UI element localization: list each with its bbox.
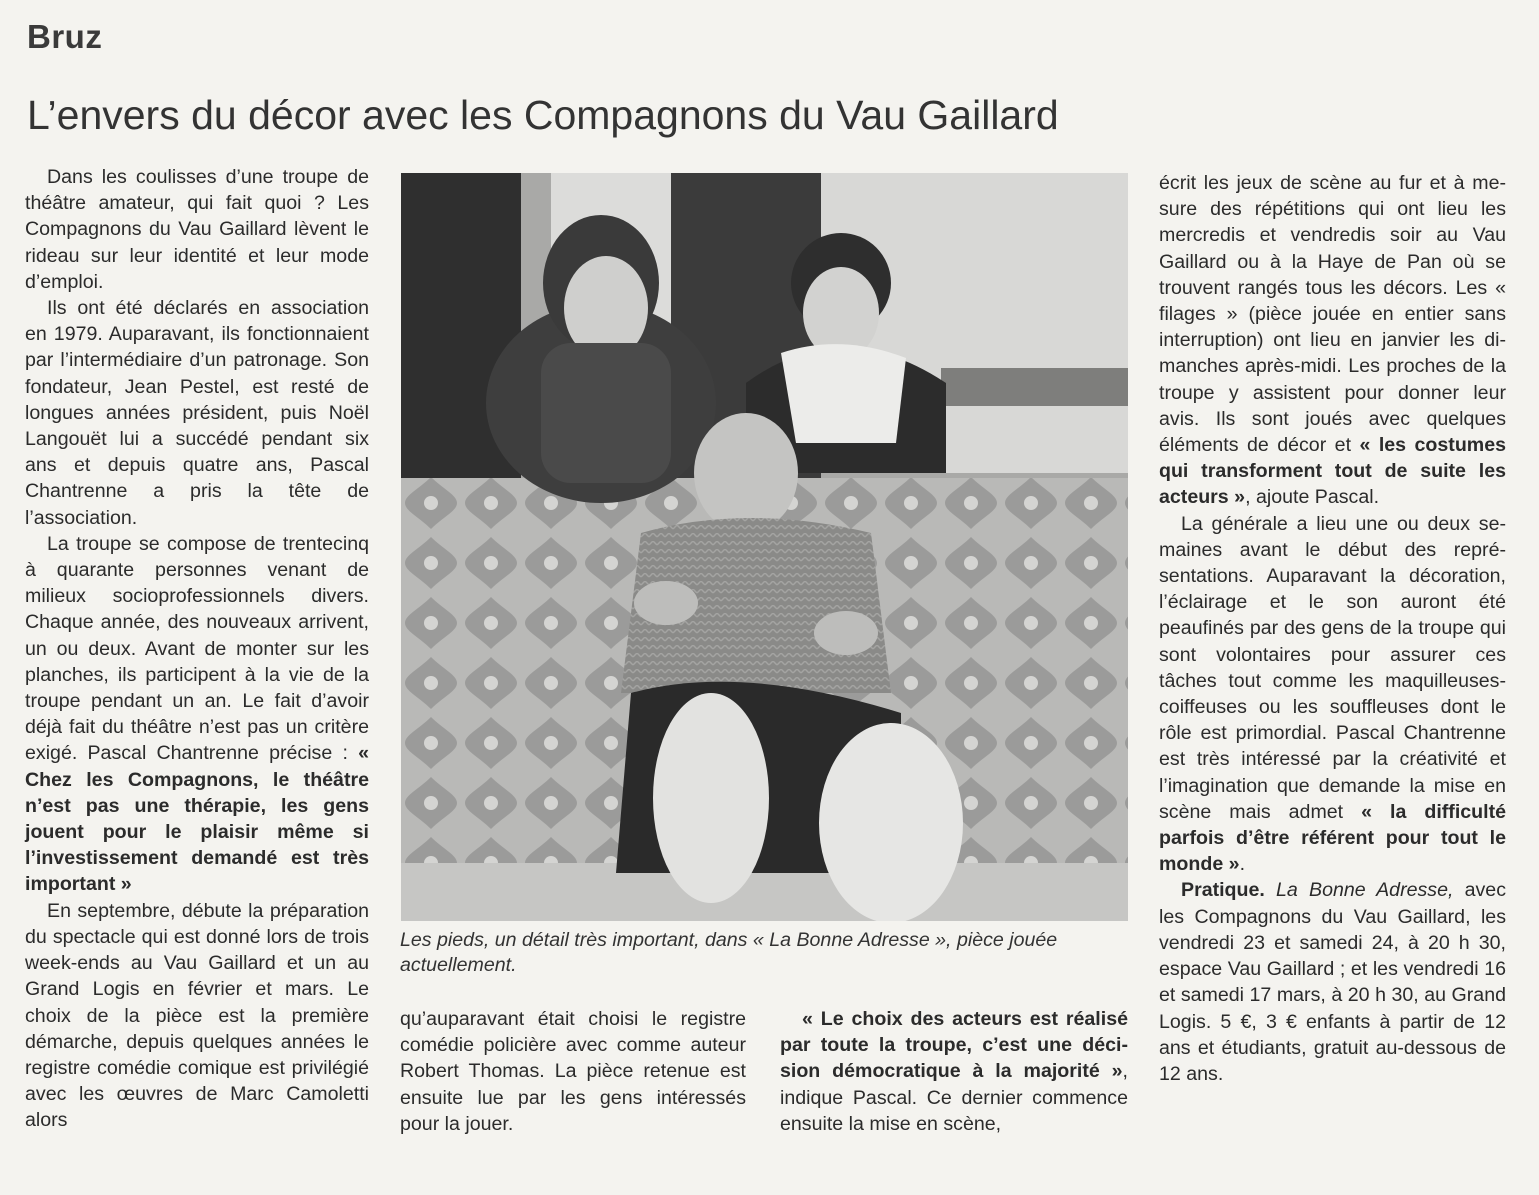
- paragraph-text: , ajoute Pascal.: [1245, 486, 1380, 509]
- article-column-3: [780, 1006, 1128, 1137]
- pull-quote: « Le choix des acteurs est réalisé par toute la troupe, c’est une décision démocratique à la majorité »: [780, 1008, 1128, 1083]
- pull-quote: « la difficulté parfois d’être référent pour tout le monde »: [1159, 800, 1507, 876]
- practical-label: Pratique.: [1181, 879, 1265, 902]
- paragraph-text: .: [1239, 853, 1246, 876]
- paragraph: qu’auparavant était choisi le registre comédie policière avec comme auteur Robert Thomas. La pièce retenue est ensuite lue par les gens intéressés pour la jouer.: [400, 1008, 746, 1135]
- paragraph-text: écrit les jeux de scène au fur et à mesure des répétitions qui ont lieu les mercredis et vendredis soir au Vau Gaillard ou à la Haye de Pan où se trouvent rangés tous les décors. Les « filages » (pièce jouée en entier sans interruption) ont lieu en janvier les dimanches après-midi. Les proches de la troupe y assistent pour donner leur avis. Ils sont joués avec quelques éléments de décor et: [1159, 172, 1506, 457]
- article-photo: [401, 173, 1128, 921]
- paragraph: En septembre, débute la préparation du spectacle qui est donné lors de trois week-ends au Vau Gaillard et un au Grand Logis en février et mars. Le choix de la pièce est la première démarche, depuis quelques années le registre comédie comique est privilégié avec les œuvres de Marc Camoletti alors: [25, 899, 369, 1132]
- section-label: Bruz: [27, 18, 103, 55]
- paragraph-text: La générale a lieu une ou deux semaines avant le début des représentations. Auparavant la décoration, l’éclairage et le son auront été peaufinés par des gens de la troupe qui sont volontaires pour assurer ces tâches tout comme les maquilleuses-coiffeuses ou les souffleuses dont le rôle est primordial. Pascal Chantrenne est très intéressé par la créativité et l’imagination que demande la mise en scène mais admet: [1159, 512, 1506, 823]
- photo-caption: Les pieds, un détail très important, dans « La Bonne Adresse », pièce jouée actuellement.: [400, 929, 1058, 976]
- pull-quote: « Chez les Compagnons, le théâtre n’est pas une thérapie, les gens jouent pour le plaisir même si l’investissement demandé est très important »: [25, 742, 369, 896]
- article-column-4: [1159, 170, 1506, 1087]
- practical-text: avec les Compagnons du Vau Gaillard, les vendredi 23 et samedi 24, à 20 h 30, espace Vau Gaillard ; et les vendredi 16 et samedi 17 mars, à 20 h 30, au Grand Logis. 5 €, 3 € enfants à partir de 12 ans et étudiants, gratuit au-dessous de 12 ans.: [1159, 879, 1506, 1085]
- photo-illustration: [401, 173, 1128, 921]
- paragraph-text: La troupe se compose de trentecinq à quarante personnes venant de milieux socioprofessionnels divers. Chaque année, des nouveaux arrivent, un ou deux. Avant de monter sur les planches, ils participent à la vie de la troupe pendant un an. Le fait d’avoir déjà fait du théâtre n’est pas un critère exigé. Pascal Chantrenne précise :: [25, 532, 369, 765]
- pull-quote: « les costumes qui transforment tout de suite les acteurs »: [1159, 434, 1507, 509]
- paragraph: [780, 1006, 1128, 1137]
- paragraph: [25, 531, 369, 898]
- paragraph: Ils ont été déclarés en association en 1979. Auparavant, ils fonctionnaient par l’intermédiaire d’un patronage. Son fondateur, Jean Pestel, est resté de longues années président, puis Noël Langouët lui a succédé pendant six ans et depuis quatre ans, Pascal Chantrenne a pris la tête de l’association.: [25, 297, 369, 529]
- headline: L’envers du décor avec les Compagnons du Vau Gaillard: [27, 92, 1059, 138]
- paragraph: [1159, 511, 1506, 878]
- practical-info: [1159, 877, 1506, 1087]
- paragraph-text: , indique Pascal. Ce dernier commence ensuite la mise en scène,: [780, 1060, 1128, 1135]
- play-title: La Bonne Adresse,: [1276, 879, 1454, 902]
- article-column-2: [400, 1006, 746, 1137]
- paragraph: Dans les coulisses d’une troupe de théâtre amateur, qui fait quoi ? Les Compagnons du Vau Gaillard lèvent le rideau sur leur identité et leur mode d’emploi.: [25, 166, 369, 293]
- paragraph: [1159, 170, 1506, 511]
- article-column-1: [25, 164, 369, 1134]
